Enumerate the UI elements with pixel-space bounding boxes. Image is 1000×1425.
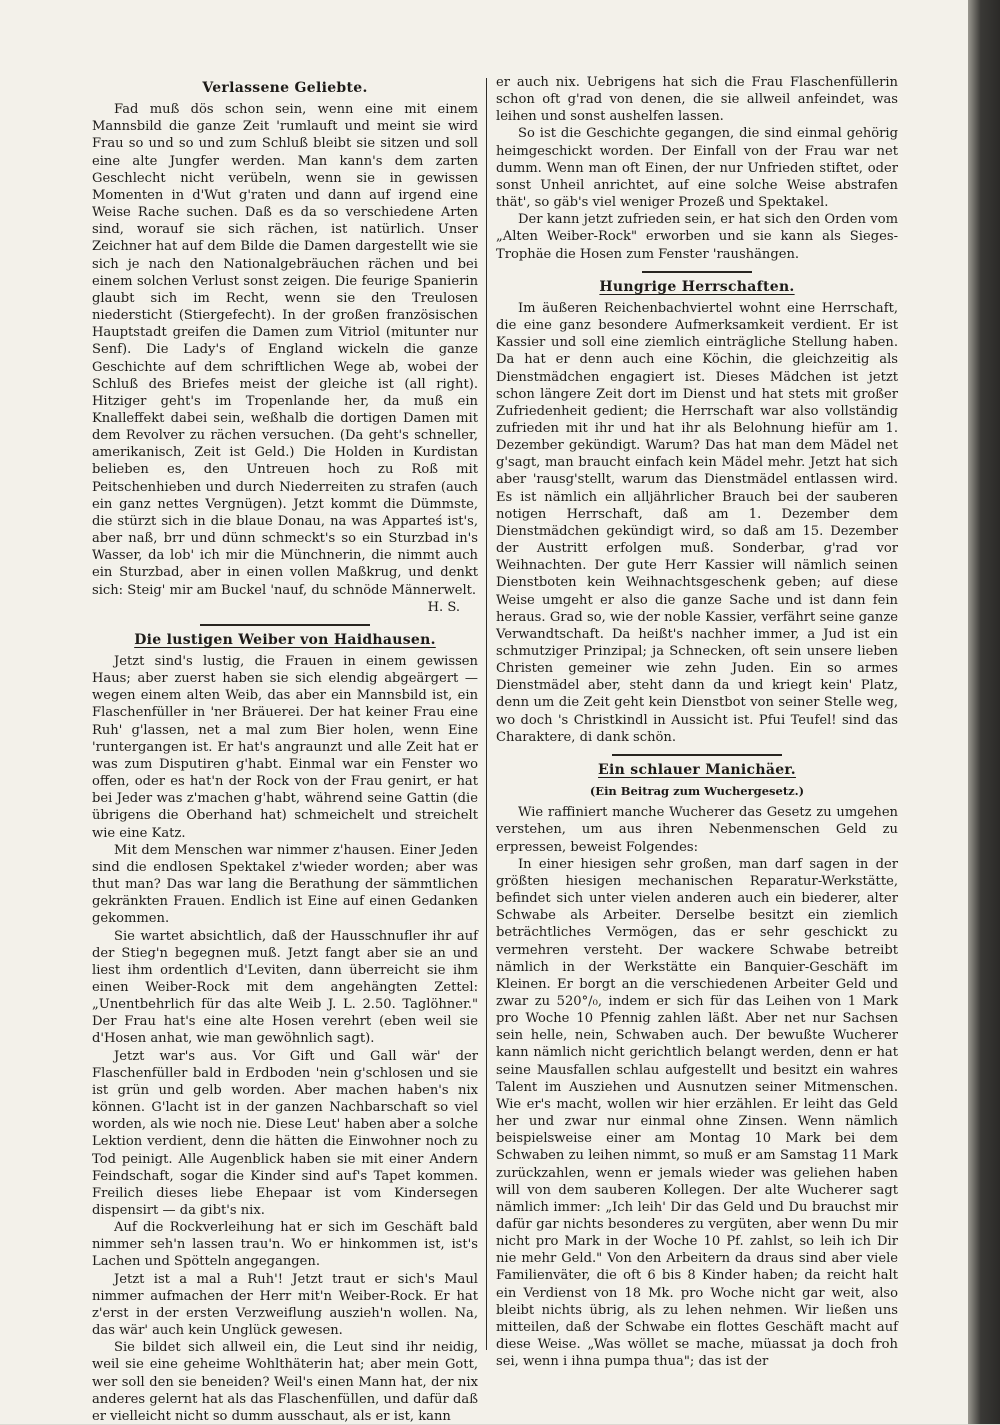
article-title-hungrige-herrschaften: Hungrige Herrschaften. — [599, 278, 795, 295]
signature-line — [92, 599, 478, 616]
article-paragraph: In einer hiesigen sehr großen, man darf sagen in der größten hiesigen mechanischen Reparatur-Werkstätte, befindet sich unter vielen anderen auch ein biederer, alter Schwabe als Arbeiter. Derselbe besitzt ein ziemlich beträchtliches Vermögen, das er sehr geschickt zu vermehren versteht. Der wackere Schwabe betreibt nämlich in der Werkstätte ein Banquier-Geschäft im Kleinen. Er borgt an die verschiedenen Arbeiter Geld und zwar zu 520°/₀, indem er sich für das Leihen von 1 Mark pro Woche 10 Pfennig zahlen läßt. Aber net nur Sachsen sein helle, nein, Schwaben auch. Der bewußte Wucherer kann nämlich nicht gerichtlich belangt werden, denn er hat seine Mausfallen schlau aufgestellt und besitzt ein wahres Talent im Ausziehen und Ausnutzen seiner Mitmenschen. Wie er's macht, wollen wir hier erzählen. Er leiht das Geld her und zwar nur einmal ohne Zinsen. Wenn nämlich beispielsweise einer am Montag 10 Mark bei dem Schwaben zu leihen nimmt, so muß er am Samstag 11 Mark zurückzahlen, wenn er jemals wieder was geliehen haben will von dem sauberen Kollegen. Der alte Wucherer sagt nämlich immer: „Ich leih' Dir das Geld und Du brauchst mir dafür gar nichts besonderes zu vergüten, aber wenn Du mir nicht pro Mark in der Woche 10 Pf. zahlst, so leih ich Dir nie mehr Geld." Von den Arbeitern da draus sind aber viele Familienväter, die oft 6 bis 8 Kinder haben; da reicht halt ein Verdienst von 18 Mk. pro Woche nicht gar weit, also bleibt nichts übrig, als zu lehen nehmen. Wir ließen uns mitteilen, daß der Schwabe ein flottes Geschäft macht auf diese Weise. „Was wöllet se mache, müassat ja doch froh sei, wenn i ihna pumpa thua"; das ist der — [496, 856, 898, 1370]
section-divider — [200, 624, 370, 626]
article-paragraph: Sie bildet sich allweil ein, die Leut sind ihr neidig, weil sie eine geheime Wohlthäterin hat; aber mein Gott, wer soll den sie beneiden? Weil's einen Mann hat, der nix anderes gelernt hat als das Flaschenfüllen, und dafür daß er vielleicht nicht so dumm ausschaut, als er ist, kann — [92, 1340, 478, 1424]
article-paragraph: Der kann jetzt zufrieden sein, er hat sich den Orden vom „Alten Weiber-Rock" erworben und sie kann als Sieges-Trophäe die Hosen zum Fenster 'raushängen. — [496, 212, 898, 262]
article-paragraph: Auf die Rockverleihung hat er sich im Geschäft bald nimmer seh'n lassen trau'n. Wo er hinkommen ist, ist's Lachen und Spötteln angegangen. — [92, 1220, 478, 1270]
right-column — [496, 74, 898, 1370]
section-divider — [642, 271, 752, 273]
article-paragraph: Sie wartet absichtlich, daß der Hausschnufler ihr auf der Stieg'n begegnen muß. Jetzt fangt aber sie an und liest ihm ordentlich d'Leviten, dann überreicht sie ihm einen Weiber-Rock mit dem angehängten Zettel: „Unentbehrlich für das alte Weib J. L. 2.50. Taglöhner." Der Frau hat's eine alte Hosen verehrt (eben weil sie d'Hosen anhat, wie man gewöhnlich sagt). — [92, 928, 478, 1047]
article-paragraph: Fad muß dös schon sein, wenn eine mit einem Mannsbild die ganze Zeit 'rumlauft und meint sie wird Frau so und so und zum Schluß bleibt sie sitzen und soll eine alte Jungfer werden. Man kann's dem zarten Geschlecht nicht verübeln, wenn sie in gewissen Momenten in d'Wut g'raten und dann auf irgend eine Weise Rache suchen. Daß es da so verschiedene Arten sind, worauf sie sich rächen, ist natürlich. Unser Zeichner hat auf dem Bilde die Damen dargestellt wie sie sich je nach den Nationalgebräuchen rächen und bei einem solchen Verlust sonst zeigen. Die feurige Spanierin glaubt sich im Recht, wenn sie den Treulosen niedersticht (Stiergefecht). In der großen französischen Hauptstadt greifen die Damen zum Vitriol (mitunter nur Senf). Die Lady's of England wickeln die ganze Geschichte auf dem schriftlichen Wege ab, wobei der Schluß des Briefes meist der gleiche ist (all right). Hitziger geht's im Tropenlande her, da muß ein Knalleffekt dabei sein, weßhalb die dortigen Damen mit dem Revolver zu rächen versuchen. (Da geht's schneller, amerikanisch, Zeit ist Geld.) Die Holden in Kurdistan belieben es, den Untreuen hoch zu Roß mit Peitschenhieben und durch Niederreiten zu strafen (auch ein ganz nettes Vergnügen). Jetzt kommt die Dümmste, die stürzt sich in die blaue Donau, na was Apparteś ist's, aber naß, brr und dünn schmeckt's so ein Sturzbad in's Wasser, da lob' ich mir die Münchnerin, die nimmt auch ein Sturzbad, aber in einen vollen Maßkrug, und denkt sich: Steig' mir am Buckel 'nauf, du schnöde Männerwelt. — [92, 102, 478, 598]
article-paragraph: Jetzt war's aus. Vor Gift und Gall wär' der Flaschenfüller bald in Erdboden 'nein g'schlosen und sie ist grün und gelb worden. Aber machen haben's nix können. G'lacht ist in der ganzen Nachbarschaft so viel worden, als wie noch nie. Diese Leut' haben aber a solche Lektion verdient, denn die hätten die Einwohner noch zu Tod peinigt. Alle Augenblick haben sie mit einer Andern Feindschaft, sogar die Kinder sind auf's Tapet kommen. Freilich dieses liebe Ehepaar ist vom Kindersegen dispensirt — da gibt's nix. — [92, 1048, 478, 1218]
article-paragraph: Jetzt sind's lustig, die Frauen in einem gewissen Haus; aber zuerst haben sie sich elendig abgeärgert — wegen einem alten Weib, das aber ein Mannsbild ist, ein Flaschenfüller in 'ner Bräuerei. Der hat keiner Frau eine Ruh' g'lassen, net a mal zum Bier holen, wenn Eine 'runtergangen ist. Er hat's angraunzt und alle Zeit hat er was zum Disputiren g'habt. Einmal war ein Fenster wo offen, oder es hat'n der Rock von der Frau genirt, er hat bei Jeder was z'machen g'habt, während seine Gattin (die übrigens die Oberhand hat) schmeichelt und streichelt wie eine Katz. — [92, 654, 478, 841]
section-divider — [612, 754, 782, 756]
article-paragraph: Mit dem Menschen war nimmer z'hausen. Einer Jeden sind die endlosen Spektakel z'wieder worden; aber was thut man? Das war lang die Berathung der sämmtlichen gekränkten Frauen. Endlich ist Eine auf einen Gedanken gekommen. — [92, 842, 478, 927]
article-paragraph: Jetzt ist a mal a Ruh'! Jetzt traut er sich's Maul nimmer aufmachen der Herr mit'n Weiber-Rock. Er hat z'erst in der ersten Verzweiflung auszieh'n wollen. Na, das wär' auch kein Unglück gewesen. — [92, 1271, 478, 1339]
article-subtitle: (Ein Beitrag zum Wuchergesetz.) — [589, 784, 805, 799]
article-title-schlauer-manichaeer: Ein schlauer Manichäer. — [598, 761, 796, 778]
article-title-lustigen-weiber: Die lustigen Weiber von Haidhausen. — [134, 631, 436, 648]
column-divider — [486, 78, 487, 1350]
article-paragraph: So ist die Geschichte gegangen, die sind einmal gehörig heimgeschickt worden. Der Einfall von der Frau war net dumm. Wenn man oft Einen, der nur Unfrieden stiftet, oder sonst Unheil anrichtet, auf eine solche Weise abstrafen thät', so gäb's viel weniger Prozeß und Spektakel. — [496, 126, 898, 211]
article-paragraph: er auch nix. Uebrigens hat sich die Frau Flaschenfüllerin schon oft g'rad von denen, die sie allweil anfeindet, was leihen und sonst aushelfen lassen. — [496, 75, 898, 125]
author-signature: H. S. — [427, 599, 460, 615]
article-paragraph: Im äußeren Reichenbachviertel wohnt eine Herrschaft, die eine ganz besondere Aufmerksamkeit verdient. Er ist Kassier und soll eine ziemlich einträgliche Stellung haben. Da hat er denn auch eine Köchin, die gleichzeitig als Dienstmädchen engagiert ist. Dieses Mädchen ist jetzt schon längere Zeit dort im Dienst und hat stets mit großer Zufriedenheit gedient; die Herrschaft war also vollständig zufrieden mit ihr und hat ihr als Belohnung hiefür am 1. Dezember gekündigt. Warum? Das hat man dem Mädel net g'sagt, man braucht einfach kein Mädel mehr. Jetzt hat sich aber 'rausg'stellt, warum das Dienstmädel entlassen wird. Es ist nämlich ein alljährlicher Brauch bei der sauberen notigen Herrschaft, daß am 1. Dezember dem Dienstmädchen gekündigt wird, so daß am 15. Dezember der Austritt erfolgen muß. Sonderbar, g'rad vor Weihnachten. Der gute Herr Kassier will nämlich seinen Dienstboten kein Weihnachtsgeschenk geben; auf diese Weise umgeht er also die ganze Sache und ist dann fein heraus. Grad so, wie der noble Kassier, verfährt seine ganze Verwandtschaft. Da heißt's nachher immer, a Jud ist ein schmutziger Prinzipal; ja Schnecken, oft sein unsere lieben Christen gemeiner wie zehn Juden. Ein so armes Dienstmädel aber, steht dann da und kriegt kein' Platz, denn um die Zeit geht kein Dienstbot von seiner Stelle weg, wo doch 's Christkindl in Aussicht ist. Pfui Teufel! sind das Charaktere, di dank schön. — [496, 300, 898, 745]
page-edge-shadow — [968, 0, 1000, 1424]
article-title-verlassene-geliebte: Verlassene Geliebte. — [202, 80, 368, 96]
article-paragraph: Wie raffiniert manche Wucherer das Gesetz zu umgehen verstehen, um aus ihren Nebenmenschen Geld zu erpressen, beweist Folgendes: — [496, 805, 898, 855]
left-column — [92, 74, 478, 1425]
